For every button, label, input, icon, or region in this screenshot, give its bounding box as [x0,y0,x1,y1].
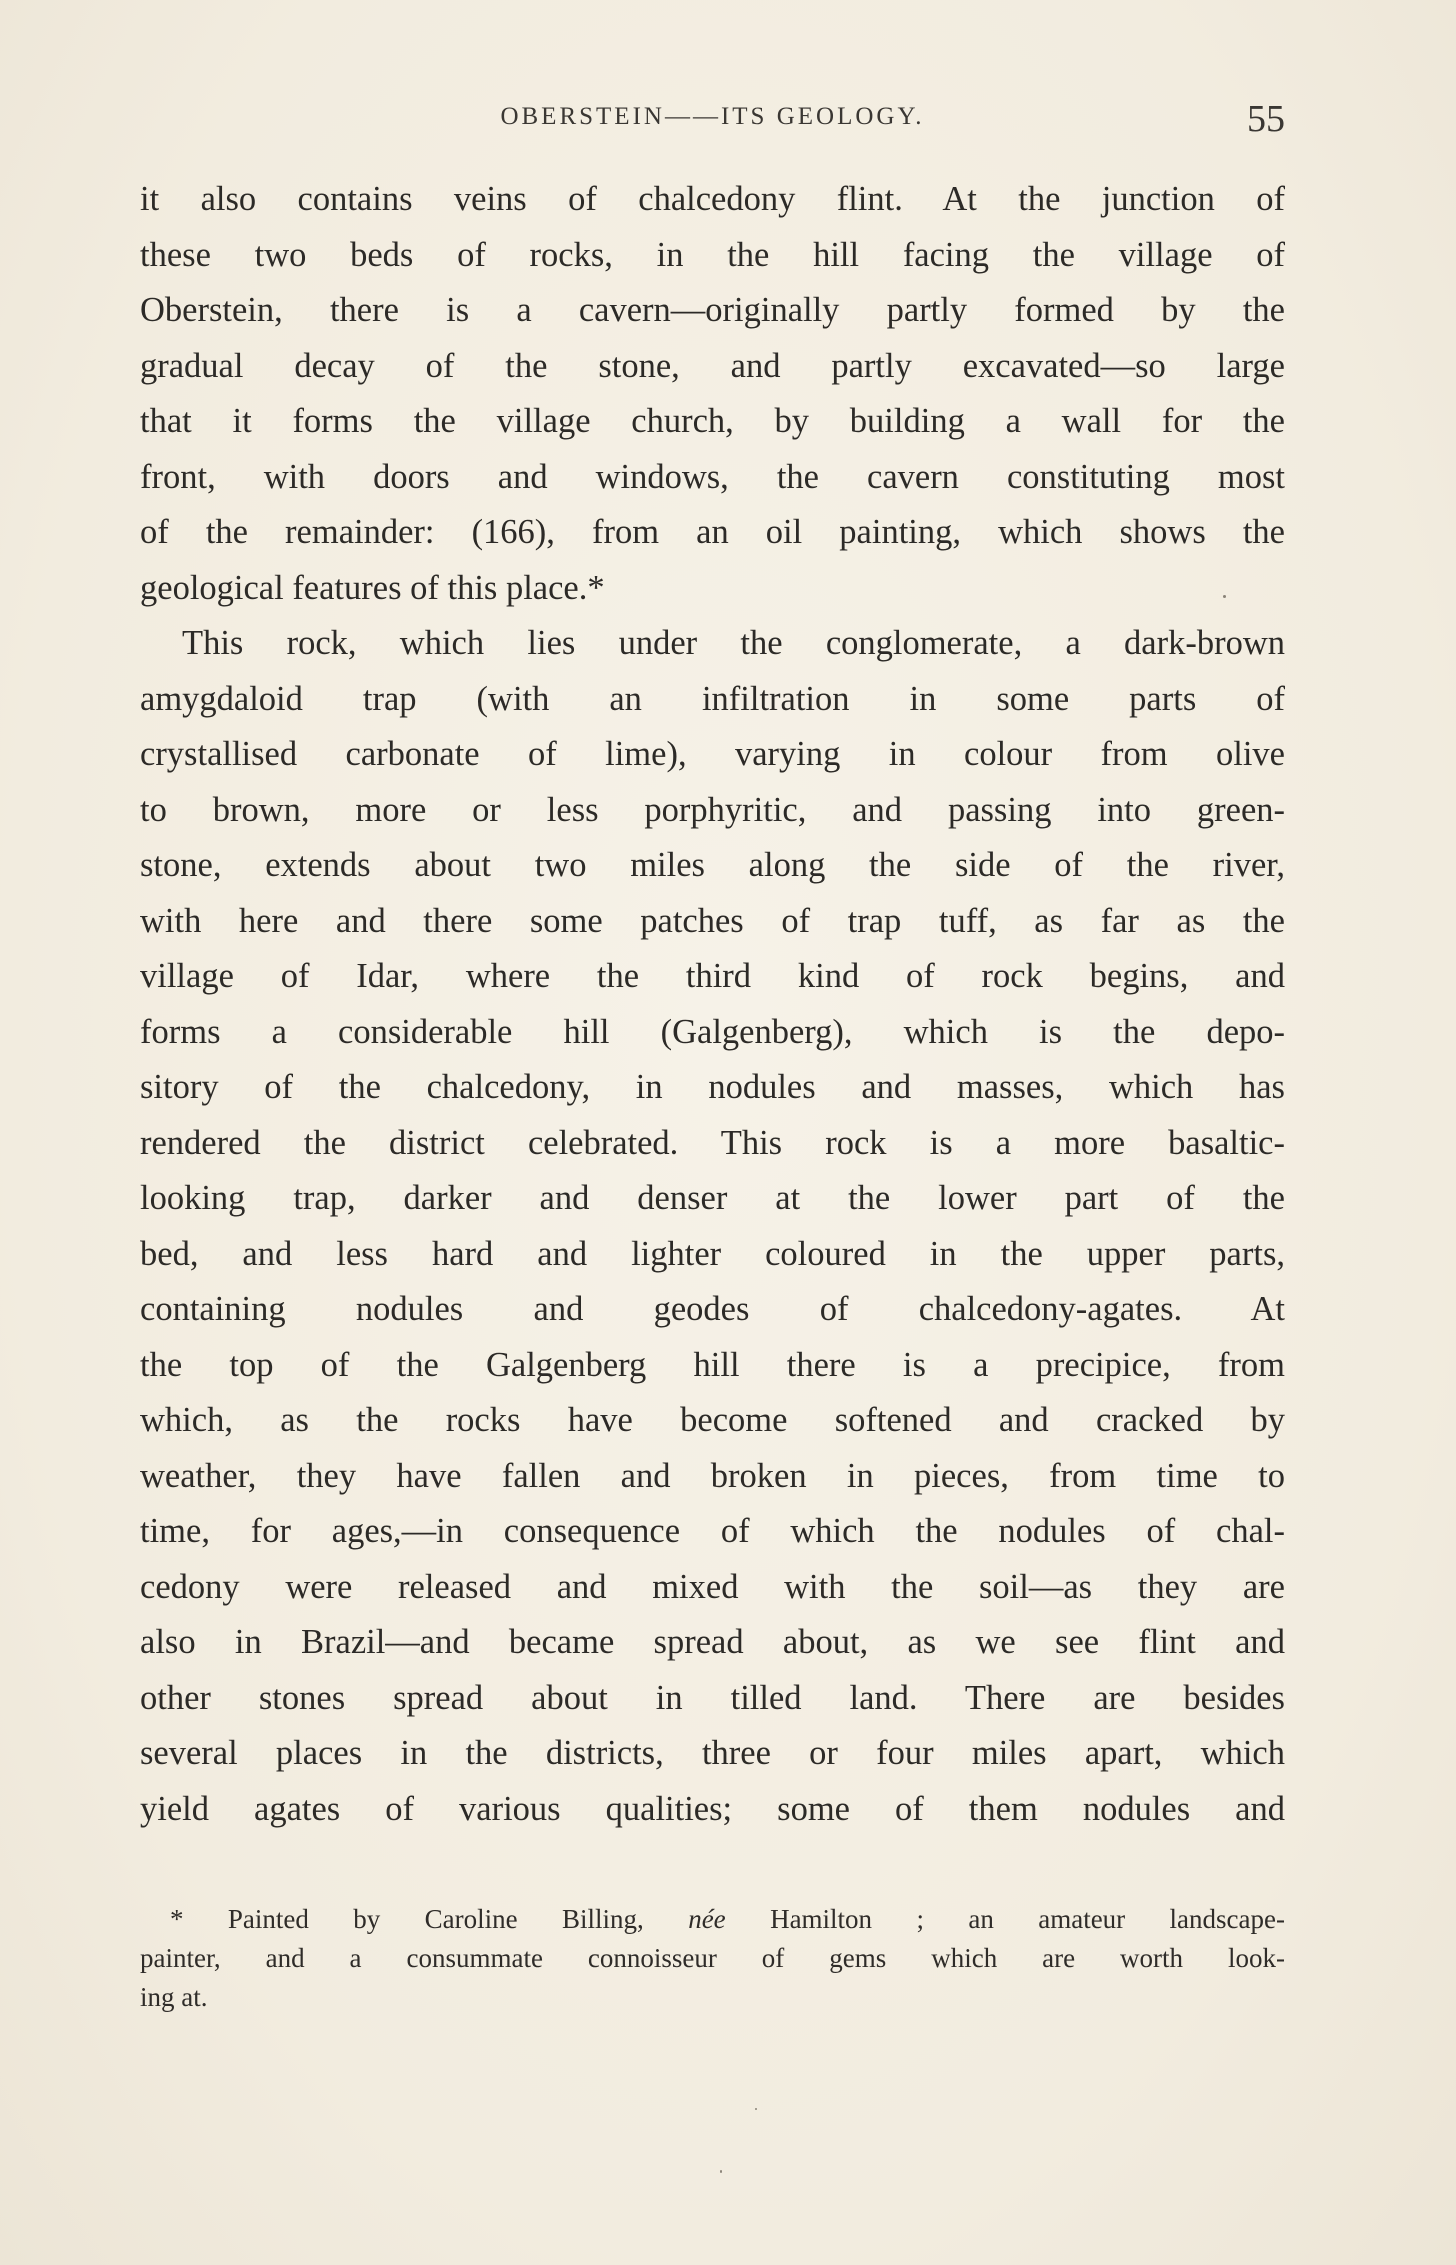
text-line: cedony were released and mixed with the soil—as they are [140,1567,1285,1606]
text-line: gradual decay of the stone, and partly excavated—so large [140,346,1285,385]
text-line: amygdaloid trap (with an infiltration in some parts of [140,679,1285,718]
text-line: rendered the district celebrated. This rock is a more basaltic- [140,1123,1285,1162]
text-line: village of Idar, where the third kind of rock begins, and [140,957,1285,995]
footnote-italic-text: née [688,1904,726,1934]
text-line: it also contains veins of chalcedony flint. At the junction of [140,180,1285,218]
text-line: time, for ages,—in consequence of which the nodules of chal- [140,1512,1285,1550]
page-number: 55 [1247,98,1285,140]
text-line: looking trap, darker and denser at the lower part of the [140,1179,1285,1217]
running-title: OBERSTEIN——ITS GEOLOGY. [500,103,925,130]
text-line: several places in the districts, three or four miles apart, which [140,1734,1285,1772]
text-line: with here and there some patches of trap tuff, as far as the [140,901,1285,940]
text-line: bed, and less hard and lighter coloured in the upper parts, [140,1234,1285,1273]
text-line: Oberstein, there is a cavern—originally partly formed by the [140,291,1285,329]
text-line: weather, they have fallen and broken in pieces, from time to [140,1456,1285,1495]
text-line: also in Brazil—and became spread about, as we see flint and [140,1623,1285,1661]
footnote-text: * Painted by Caroline Billing, [170,1904,689,1934]
footnote-line: ing at. [140,1982,208,2012]
text-line: stone, extends about two miles along the side of the river, [140,846,1285,884]
text-line: geological features of this place.* [140,568,605,607]
footnote-line [140,1900,1285,1939]
running-head [140,97,1285,140]
text-line: to brown, more or less porphyritic, and passing into green- [140,790,1285,829]
text-line: yield agates of various qualities; some of them nodules and [140,1789,1285,1828]
text-line-paragraph-start: This rock, which lies under the conglomerate, a dark-brown [182,624,1285,662]
text-line: crystallised carbonate of lime), varying in colour from olive [140,735,1285,773]
paper-speck [1223,595,1226,598]
text-line: forms a considerable hill (Galgenberg), which is the depo- [140,1012,1285,1051]
text-line: these two beds of rocks, in the hill facing the village of [140,235,1285,274]
text-line: the top of the Galgenberg hill there is a precipice, from [140,1345,1285,1384]
paper-speck [720,2170,722,2173]
text-line: front, with doors and windows, the cavern constituting most [140,457,1285,496]
text-line: which, as the rocks have become softened and cracked by [140,1401,1285,1439]
text-line: containing nodules and geodes of chalcedony-agates. At [140,1290,1285,1328]
text-line: of the remainder: (166), from an oil painting, which shows the [140,513,1285,551]
text-line: sitory of the chalcedony, in nodules and masses, which has [140,1068,1285,1106]
paper-speck [755,2108,757,2110]
footnote-text: Hamilton ; an amateur landscape- [725,1904,1285,1934]
body-text [140,172,1285,1837]
footnote [140,1900,1285,2017]
text-line: other stones spread about in tilled land. There are besides [140,1678,1285,1717]
footnote-line: painter, and a consummate connoisseur of gems which are worth look- [140,1943,1285,1973]
text-line: that it forms the village church, by building a wall for the [140,402,1285,440]
